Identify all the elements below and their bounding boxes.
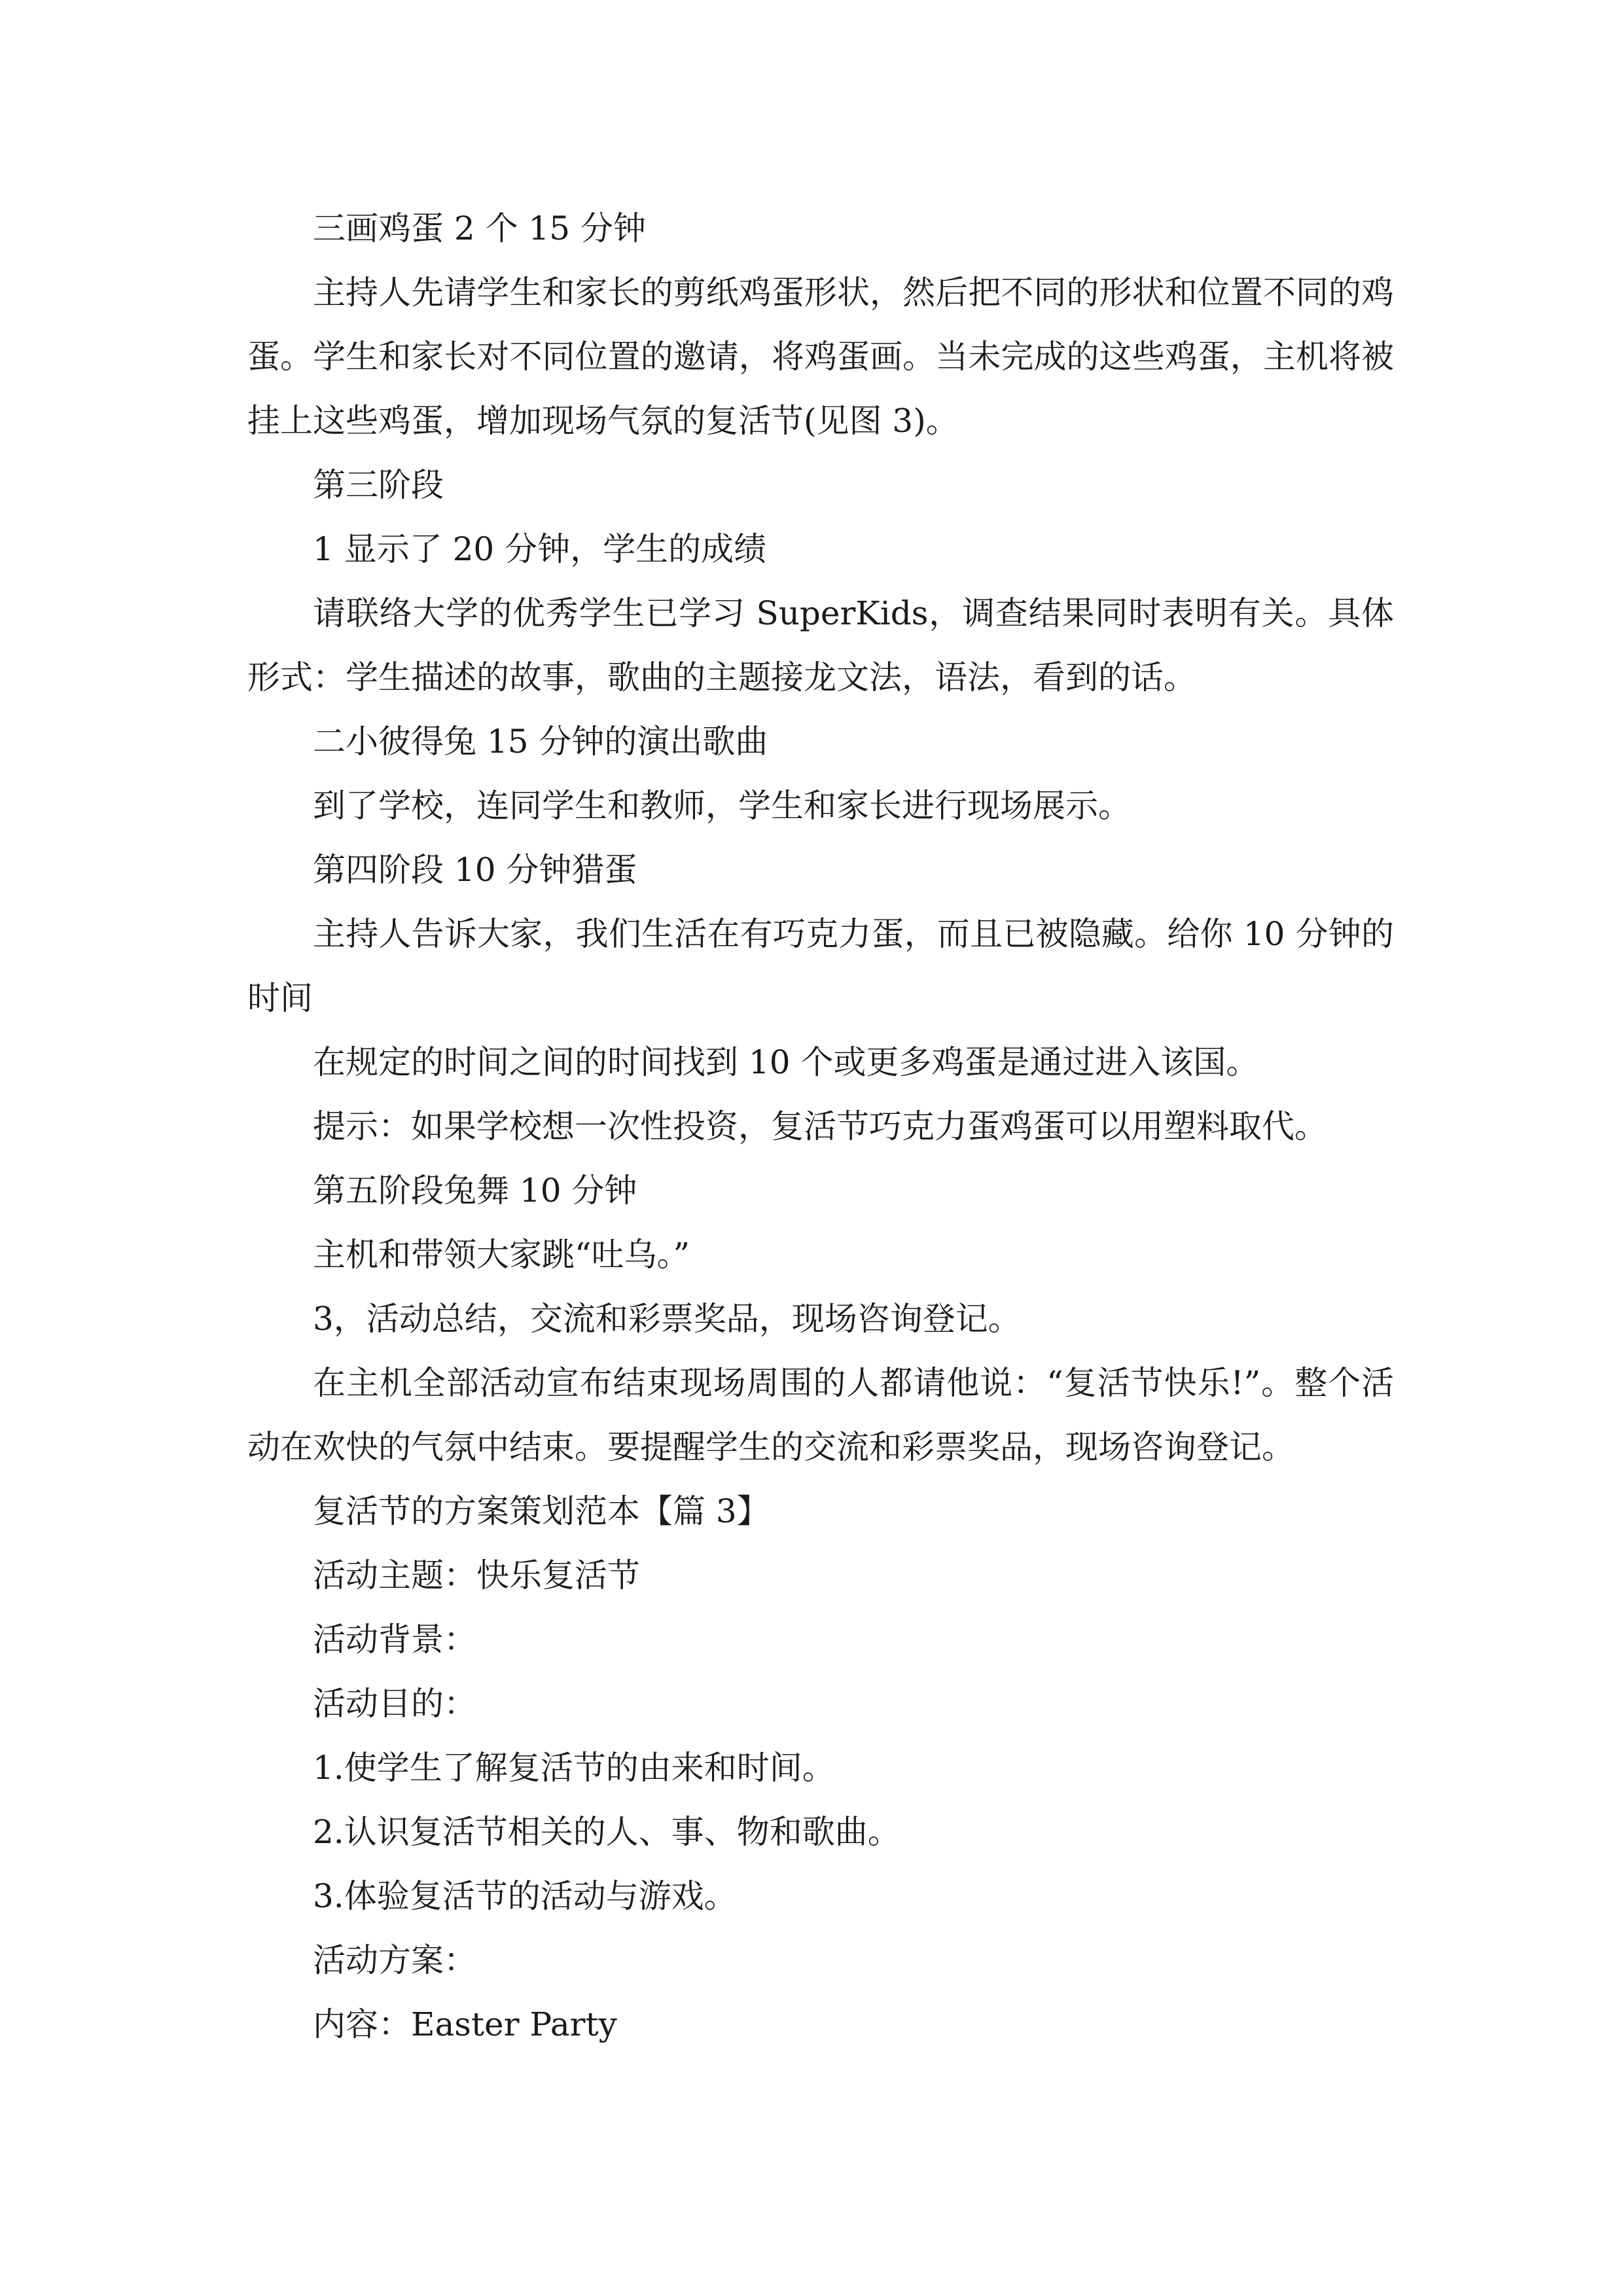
paragraph: 三画鸡蛋 2 个 15 分钟 bbox=[313, 209, 647, 247]
paragraph: 活动主题：快乐复活节 bbox=[313, 1556, 640, 1594]
paragraph: 在规定的时间之间的时间找到 10 个或更多鸡蛋是通过进入该国。 bbox=[313, 1043, 1259, 1081]
paragraph: 1 显示了 20 分钟，学生的成绩 bbox=[313, 530, 767, 568]
paragraph: 3，活动总结，交流和彩票奖品，现场咨询登记。 bbox=[313, 1300, 1021, 1338]
paragraph: 二小彼得兔 15 分钟的演出歌曲 bbox=[313, 723, 768, 761]
paragraph: 在主机全部活动宣布结束现场周围的人都请他说：“复活节快乐!”。整个活动在欢快的气氛中结束。要提醒学生的交流和彩票奖品，现场咨询登记。 bbox=[247, 1364, 1394, 1466]
paragraph: 主持人告诉大家，我们生活在有巧克力蛋，而且已被隐藏。给你 10 分钟的时间 bbox=[247, 915, 1394, 1017]
paragraph: 第五阶段兔舞 10 分钟 bbox=[313, 1172, 637, 1210]
list-item: 1.使学生了解复活节的由来和时间。 bbox=[313, 1749, 835, 1787]
paragraph: 活动方案： bbox=[313, 1941, 476, 1979]
paragraph: 活动目的： bbox=[313, 1685, 476, 1723]
paragraph: 活动背景： bbox=[313, 1621, 476, 1659]
list-item: 2.认识复活节相关的人、事、物和歌曲。 bbox=[313, 1813, 901, 1851]
list-item: 3.体验复活节的活动与游戏。 bbox=[313, 1877, 737, 1915]
section-heading: 复活节的方案策划范本【篇 3】 bbox=[313, 1492, 770, 1530]
document-body bbox=[247, 196, 1394, 2056]
paragraph: 第四阶段 10 分钟猎蛋 bbox=[313, 851, 637, 889]
paragraph: 主机和带领大家跳“吐乌。” bbox=[313, 1236, 690, 1274]
paragraph: 请联络大学的优秀学生已学习 SuperKids，调查结果同时表明有关。具体形式：学生描述的故事，歌曲的主题接龙文法，语法，看到的话。 bbox=[247, 594, 1394, 696]
paragraph: 内容：Easter Party bbox=[313, 2005, 617, 2043]
paragraph: 到了学校，连同学生和教师，学生和家长进行现场展示。 bbox=[313, 787, 1131, 825]
paragraph: 主持人先请学生和家长的剪纸鸡蛋形状，然后把不同的形状和位置不同的鸡蛋。学生和家长对不同位置的邀请，将鸡蛋画。当未完成的这些鸡蛋，主机将被挂上这些鸡蛋，增加现场气氛的复活节(见图 3)。 bbox=[247, 274, 1394, 440]
paragraph: 第三阶段 bbox=[313, 466, 444, 504]
paragraph: 提示：如果学校想一次性投资，复活节巧克力蛋鸡蛋可以用塑料取代。 bbox=[313, 1107, 1327, 1145]
